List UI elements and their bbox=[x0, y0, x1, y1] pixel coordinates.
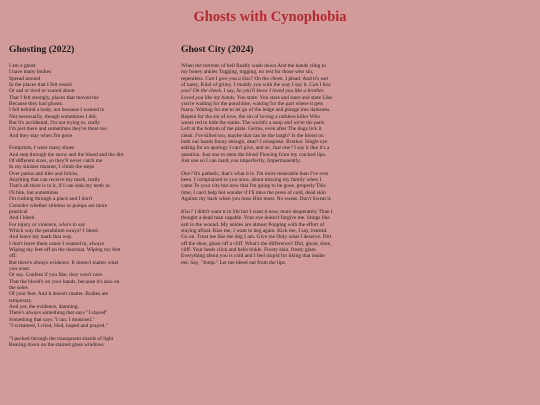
poem-line: Not necessarily, though sometimes I did, bbox=[9, 113, 97, 120]
prose-paragraph bbox=[181, 209, 333, 266]
poem-line: Or sad or tired or scared about bbox=[9, 88, 75, 95]
poem-line: Wiping my feet off on the doormat. Wiping my feet bbox=[9, 246, 121, 253]
poem-line: For injury or violence, who's to say bbox=[9, 221, 86, 228]
poem-line: And they stay when I'm gone bbox=[9, 132, 73, 139]
italic-text: One? bbox=[181, 170, 193, 177]
poem-line: And leave my mark that way. bbox=[9, 234, 73, 241]
poem-line: That's all there is to it, if I can sink my teeth in bbox=[9, 183, 110, 190]
poem-line: I have many bodies bbox=[9, 69, 52, 76]
text-run: It's pathetic, that's what it is. I'm more miserable than I've ever been. I complained to you once, about missing my family when I came To your city but now that I'm going to be gone, properly This time, I can't help but wonder if I'll miss the press of cold, dead skin Against my back when you miss Him most. No sweat. Don't Sweat it. bbox=[181, 170, 332, 203]
poem-line: But it's accidental, I'm not trying to, really bbox=[9, 120, 101, 127]
poem-line: the soles bbox=[9, 284, 28, 291]
poem-line: I'm just there and sometimes they're there too bbox=[9, 126, 107, 133]
text-run: I say, bbox=[222, 88, 237, 95]
poem-line: That I felt strongly, places that moved me bbox=[9, 94, 99, 101]
stanza bbox=[9, 336, 169, 349]
poem-line: Of different sizes, so they'll never catch me bbox=[9, 158, 103, 165]
poem-line: Which way the pendulum sways? I bleed bbox=[9, 227, 98, 234]
italic-text: Can I give you a kiss? On the cheek. bbox=[205, 75, 284, 82]
poem-line: In the places that I felt rested bbox=[9, 82, 72, 89]
prose-paragraph bbox=[181, 171, 333, 203]
text-run: I plead. And it's sort of nasty, Kind of grimy. I muddy you with the way I say it. bbox=[181, 75, 329, 89]
poem-ghosting-title: Ghosting (2022) bbox=[9, 44, 75, 55]
poem-line: Or say. Confess if you like, they won't care. bbox=[9, 272, 104, 279]
poem-line: I'll bite, but sometimes bbox=[9, 189, 59, 196]
poem-ghosting-body bbox=[9, 63, 169, 348]
poem-ghosting bbox=[9, 44, 169, 355]
poem-line: I felt behind a body, not because I wanted to bbox=[9, 107, 105, 114]
poem-line: Bearing down on the stained glass windows bbox=[9, 342, 104, 349]
poem-line: I don't leave them cause I wanted to, always bbox=[9, 240, 105, 247]
poem-line: That the blood's on your hands, because it's also on bbox=[9, 278, 120, 285]
poem-line: Footprints, I wear many shoes bbox=[9, 145, 75, 152]
poem-line: Over patios and tiles and bricks, bbox=[9, 170, 79, 177]
poem-ghost-city bbox=[181, 44, 333, 272]
stanza bbox=[9, 63, 169, 139]
poem-line: temporary. bbox=[9, 297, 33, 304]
poem-line: And yet, the evidence, damning. bbox=[9, 304, 79, 311]
text-run: When the torrents of hell finally wash down And the hands cling to my boney ankles Tugging, tugging, no rest for those who sin, repentless. bbox=[181, 63, 326, 82]
page-title: Ghosts with Cynophobia bbox=[193, 9, 347, 25]
poem-line: practical bbox=[9, 208, 28, 215]
poem-line: Something that says "I ran. I mourned." bbox=[9, 316, 95, 323]
prose-paragraph bbox=[181, 63, 333, 165]
poem-line: Consider whether stilettos or pumps are more bbox=[9, 202, 108, 209]
poem-line: off. bbox=[9, 253, 17, 260]
italic-text: Can I kiss you? On the cheek. bbox=[181, 82, 331, 95]
poem-line: I am a ghost bbox=[9, 63, 36, 69]
poem-line: Of your feet. And it doesn't matter. Bodies are bbox=[9, 291, 109, 298]
poem-line: Spread around bbox=[9, 75, 41, 82]
poem-line: But there's always evidence. It doesn't matter what bbox=[9, 259, 119, 266]
italic-text: So you'll know I loved you like a brother. Loved you like my hands. bbox=[181, 88, 325, 101]
poem-line: "I screamed, I cried, bled, hoped and prayed." bbox=[9, 323, 108, 330]
poem-line: And step through the snow and the blood and the dirt bbox=[9, 151, 124, 158]
poem-line: Because they had ghosts. bbox=[9, 101, 64, 108]
poem-line: In my sinister manner, I climb the steps bbox=[9, 164, 95, 171]
italic-text: Kiss? bbox=[181, 208, 193, 215]
stanza bbox=[9, 145, 169, 329]
text-run: I say it like it's a question. Just one to stem the blood Flowing from my cracked lips. Just one so I can mark you imperfectly, Impermanently. bbox=[181, 145, 330, 165]
poem-line: I'm rushing through a place and I don't bbox=[9, 196, 93, 203]
text-run: I didn't want it in life but I want it now, more desperately Than I thought a dead man capable. Your eye doesn't forgive me. Stings like salt in the wound. My ankles are almost Popping with the effort of staying afloat. Kiss me, I want to beg again. Kick me, I say, instead. Go on. Treat me like the dog I am. Give me Only what I deserve. Dirt off the shoe, ghost off a cliff. What's the difference? Dirt, ghost, shoe, cliff. Your heels click and bells tinkle. Frosty skin, frosty glare. Everything about you is cold and I feel stupid for liking that inside me. Say, "Jump." Let me bleed out from the lips. bbox=[181, 208, 333, 266]
poem-line: There's always something that says "I stayed" bbox=[9, 310, 108, 317]
poem-ghost-city-body bbox=[181, 63, 333, 266]
italic-text: Just one? bbox=[272, 145, 293, 152]
poem-line: "I pecked through the transparent shards of light bbox=[9, 335, 114, 342]
poem-ghost-city-title: Ghost City (2024) bbox=[181, 44, 254, 55]
poem-line: you want. bbox=[9, 265, 31, 272]
text-run: You stare. You stare and stare and stare Like you're waiting for the punchline, waiting for the part where it gets funny. Waiting for me to let go of the ledge and plunge into darkness. Repent for the sin of love, the sin of loving a ruthless killer Who wears red to hide the stains. The world's a soup and we're the parts Left at the bottom of the plate. Germs, even after The dogs lick it clean. I've killed too, maybe that can be the laugh? Is the blood on both our hands funny enough, dear? I misspoke. Brother. Single eye asking for an apology I can't give, and so, bbox=[181, 94, 333, 152]
poem-line: And I bleed bbox=[9, 215, 35, 222]
poem-line: Anything that can receive my mark, really bbox=[9, 177, 101, 184]
